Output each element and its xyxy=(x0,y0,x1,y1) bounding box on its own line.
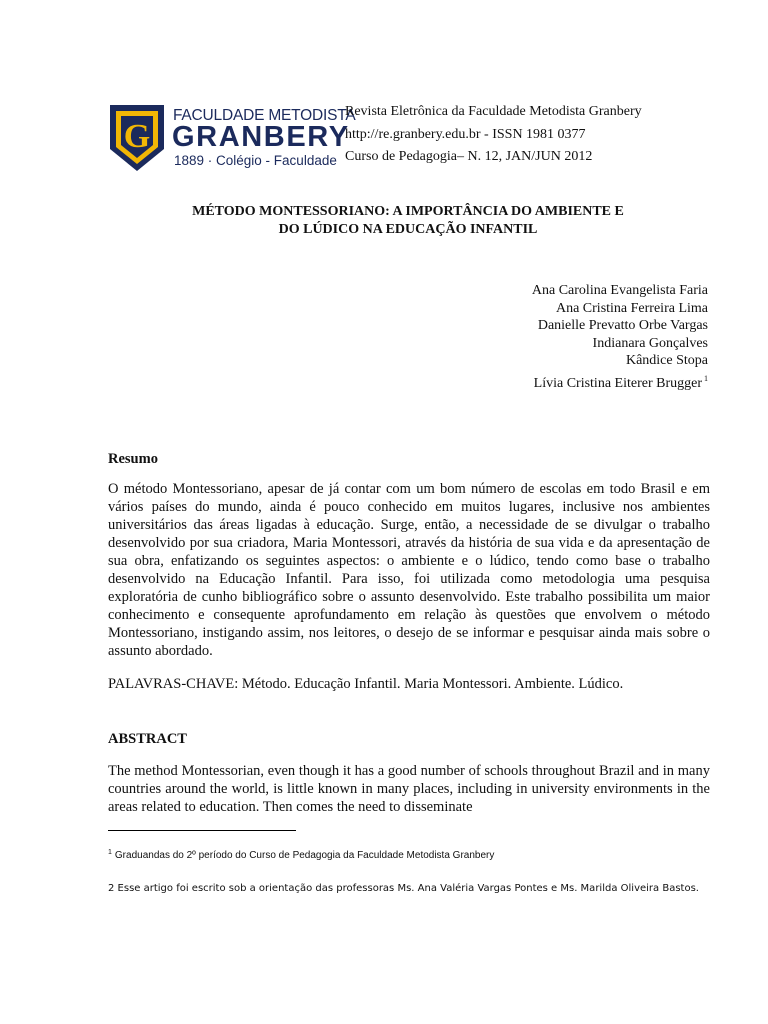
logo-line-3: 1889 · Colégio - Faculdade xyxy=(174,153,337,168)
logo-line-1: FACULDADE METODISTA xyxy=(173,107,356,124)
keywords xyxy=(108,676,623,693)
title-line-2: DO LÚDICO NA EDUCAÇÃO INFANTIL xyxy=(278,222,538,237)
abstract-heading: ABSTRACT xyxy=(108,731,187,747)
title-line-1: MÉTODO MONTESSORIANO: A IMPORTÂNCIA DO AMBIENTE E xyxy=(192,204,624,219)
author-last xyxy=(532,370,708,393)
footnote-separator xyxy=(108,830,296,831)
author: Ana Cristina Ferreira Lima xyxy=(555,300,708,316)
author: Lívia Cristina Eiterer Brugger xyxy=(533,375,702,391)
author: Danielle Prevatto Orbe Vargas xyxy=(537,318,708,333)
author-list xyxy=(532,282,708,392)
journal-issue: Curso de Pedagogia– N. 12, JAN/JUN 2012 xyxy=(345,149,593,164)
abstract-text: The method Montessorian, even though it has a good number of schools throughout Brazil and in many countries around the world, is little known in many places, including in university environments in the areas related to education. Then comes the need to disseminate xyxy=(108,763,710,815)
resumo-text: O método Montessoriano, apesar de já contar com um bom número de escolas em todo Brasil e em vários países do mundo, ainda é pouco conhecido em muitos lugares, inclusive nos ambientes universitários das áreas ligadas à educação. Surge, então, a necessidade de se divulgar o trabalho desenvolvido por sua criadora, Maria Montessori, através da história de sua vida e da apresentação de sua obra, enfatizando os seguintes aspectos: o ambiente e o lúdico, tendo como base o trabalho desenvolvido na Educação Infantil. Para isso, foi utilizada como metodologia uma pesquisa exploratória de cunho bibliográfico sobre o assunto desenvolvido. Este trabalho possibilita um maior conhecimento e consequente aprofundamento em relação às questões que envolvem o método Montessoriano, instigando assim, nos leitores, o desejo de se informar e pesquisar ainda mais sobre o assunto abordado. xyxy=(108,481,710,659)
emblem-letter: G xyxy=(123,118,151,155)
journal-header xyxy=(345,101,642,169)
logo-line-2: GRANBERY xyxy=(172,121,350,153)
footnote-2: 2 Esse artigo foi escrito sob a orientação das professoras Ms. Ana Valéria Vargas Pontes e Ms. Marilda Oliveira Bastos. xyxy=(108,883,699,894)
journal-name: Revista Eletrônica da Faculdade Metodista Granbery xyxy=(345,104,642,119)
footnote-1 xyxy=(108,849,494,861)
paper-title xyxy=(108,203,708,239)
footnote-1-mark: 1 xyxy=(108,849,112,856)
granbery-shield-icon xyxy=(108,103,166,173)
author: Kândice Stopa xyxy=(625,353,708,368)
author: Ana Carolina Evangelista Faria xyxy=(531,283,708,298)
journal-url-issn[interactable]: http://re.granbery.edu.br - ISSN 1981 0377 xyxy=(345,126,586,142)
keywords-label: PALAVRAS-CHAVE xyxy=(108,676,235,692)
granbery-logo xyxy=(108,103,356,175)
keywords-text: : Método. Educação Infantil. Maria Montessori. Ambiente. Lúdico. xyxy=(234,676,624,692)
author: Indianara Gonçalves xyxy=(592,335,708,351)
footnote-1-text: Graduandas do 2º período do Curso de Pedagogia da Faculdade Metodista Granbery xyxy=(114,850,495,861)
resumo-heading: Resumo xyxy=(108,451,158,467)
footnote-mark[interactable]: 1 xyxy=(704,373,708,383)
